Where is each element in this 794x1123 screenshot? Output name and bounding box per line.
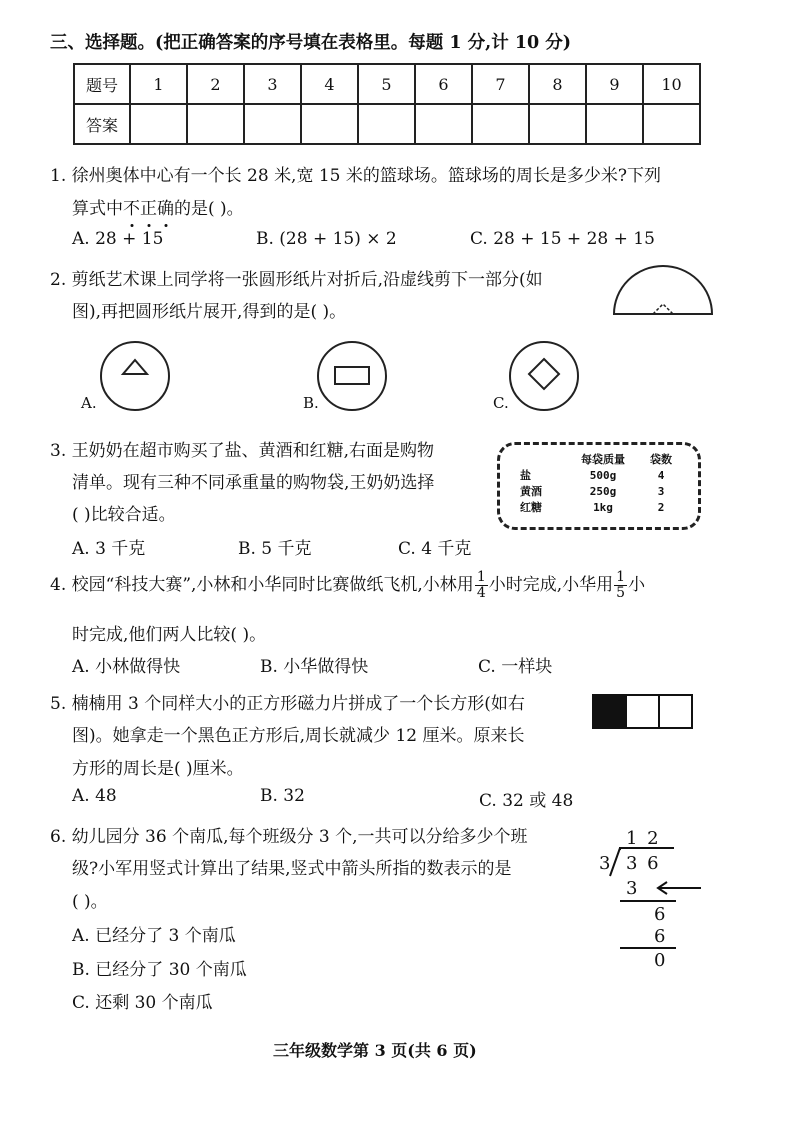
q5-line1: 5. 楠楠用 3 个同样大小的正方形磁力片拼成了一个长方形(如右 [50,694,525,714]
q1-option-c[interactable]: C. 28 + 15 + 28 + 15 [470,229,655,249]
emphasis-char: 确 [157,199,174,219]
option-b-circle-rectangle[interactable] [316,340,388,412]
q1-line1: 1. 徐州奥体中心有一个长 28 米,宽 15 米的篮球场。篮球场的周长是多少米?下列 [50,166,662,186]
page-footer: 三年级数学第 3 页(共 6 页) [273,1041,477,1060]
q1-option-a[interactable]: A. 28 + 15 [72,229,164,249]
table-number-cell: 4 [301,64,358,104]
shopping-list-row: 黄酒 250g 3 [520,484,665,498]
three-squares-rectangle-figure [592,694,694,730]
shopping-list-header: 每袋质量 袋数 [581,453,672,466]
q1-line2 [72,194,244,219]
arrow-left-icon [655,880,703,896]
table-number-cell: 2 [187,64,244,104]
shopping-list [497,442,701,530]
table-number-cell: 9 [586,64,643,104]
q2-option-b-label[interactable]: B. [303,394,319,412]
answer-table-answer-row [74,104,700,144]
shopping-list-row: 盐 500g 4 [520,468,665,482]
q4-option-a[interactable]: A. 小林做得快 [72,657,181,677]
answer-cell[interactable] [643,104,700,144]
answer-table [73,63,701,145]
fraction-one-quarter: $\frac{1}{4}$ [476,569,486,601]
q5-option-c[interactable]: C. 32 或 48 [479,791,574,811]
q2-option-c-label[interactable]: C. [493,394,509,412]
q5-option-a[interactable]: A. 48 [72,786,117,806]
table-number-cell: 7 [472,64,529,104]
option-c-circle-diamond[interactable] [508,340,580,412]
folded-paper-figure [612,264,714,316]
division-remainder2: 0 [654,950,666,971]
q5-line3: 方形的周长是( )厘米。 [72,759,244,779]
q2-option-a-label[interactable]: A. [81,394,97,412]
division-step2: 6 [654,926,666,947]
answer-cell[interactable] [244,104,301,144]
q3-line3: ( )比较合适。 [72,505,176,525]
q6-option-a[interactable]: A. 已经分了 3 个南瓜 [72,926,236,946]
q3-line1: 3. 王奶奶在超市购买了盐、黄酒和红糖,右面是购物 [50,441,435,461]
table-number-cell: 3 [244,64,301,104]
answer-cell[interactable] [301,104,358,144]
fraction-one-fifth: $\frac{1}{5}$ [616,569,626,601]
q6-option-b[interactable]: B. 已经分了 30 个南瓜 [72,960,247,980]
division-dividend: 3 6 [626,853,661,874]
division-divisor: 3 [599,853,611,874]
option-a-circle-triangle[interactable] [99,340,171,412]
table-number-cell: 6 [415,64,472,104]
answer-cell[interactable] [187,104,244,144]
table-number-cell: 10 [643,64,700,104]
q1-line2-pre: 算式中 [72,199,123,219]
shopping-list-row: 红糖 1kg 2 [520,500,665,514]
table-number-cell: 1 [130,64,187,104]
q6-line1: 6. 幼儿园分 36 个南瓜,每个班级分 3 个,一共可以分给多少个班 [50,827,528,847]
answer-cell[interactable] [472,104,529,144]
answer-cell[interactable] [130,104,187,144]
q6-line2: 级?小军用竖式计算出了结果,竖式中箭头所指的数表示的是 [72,859,512,879]
q6-option-c[interactable]: C. 还剩 30 个南瓜 [72,993,213,1013]
answer-cell[interactable] [586,104,643,144]
table-header-answer: 答案 [74,104,130,144]
q1-line2-post: 的是( )。 [174,199,244,219]
table-header-number: 题号 [74,64,130,104]
division-step1: 3 [626,878,638,899]
q4-line1: 4. 校园“科技大赛”,小林和小华同时比赛做纸飞机,小林用 $\frac{1}{4}$ 小时完成,小华用 $\frac{1}{5}$ 小 [50,569,646,601]
answer-cell[interactable] [415,104,472,144]
q2-line1: 2. 剪纸艺术课上同学将一张圆形纸片对折后,沿虚线剪下一部分(如 [50,270,543,290]
q3-option-a[interactable]: A. 3 千克 [72,539,146,559]
division-remainder1: 6 [654,904,666,925]
answer-cell[interactable] [529,104,586,144]
q2-line2: 图),再把圆形纸片展开,得到的是( )。 [72,302,347,322]
q5-line2: 图)。她拿走一个黑色正方形后,周长就减少 12 厘米。原来长 [72,726,525,746]
section-title: 三、选择题。(把正确答案的序号填在表格里。每题 1 分,计 10 分) [50,33,572,53]
q3-option-b[interactable]: B. 5 千克 [238,539,312,559]
division-quotient: 1 2 [626,828,661,849]
q6-line3: ( )。 [72,892,108,912]
answer-table-number-row [74,64,700,104]
q3-line2: 清单。现有三种不同承重量的购物袋,王奶奶选择 [72,473,435,493]
q5-option-b[interactable]: B. 32 [260,786,305,806]
division-lines [596,846,706,952]
answer-cell[interactable] [358,104,415,144]
emphasis-char: 不 [123,199,140,219]
emphasis-char: 正 [140,199,157,219]
table-number-cell: 8 [529,64,586,104]
q4-option-b[interactable]: B. 小华做得快 [260,657,369,677]
q4-option-c[interactable]: C. 一样块 [478,657,553,677]
q3-option-c[interactable]: C. 4 千克 [398,539,472,559]
q1-option-b[interactable]: B. (28 + 15) × 2 [256,229,397,249]
q4-line2: 时完成,他们两人比较( )。 [72,625,267,645]
table-number-cell: 5 [358,64,415,104]
